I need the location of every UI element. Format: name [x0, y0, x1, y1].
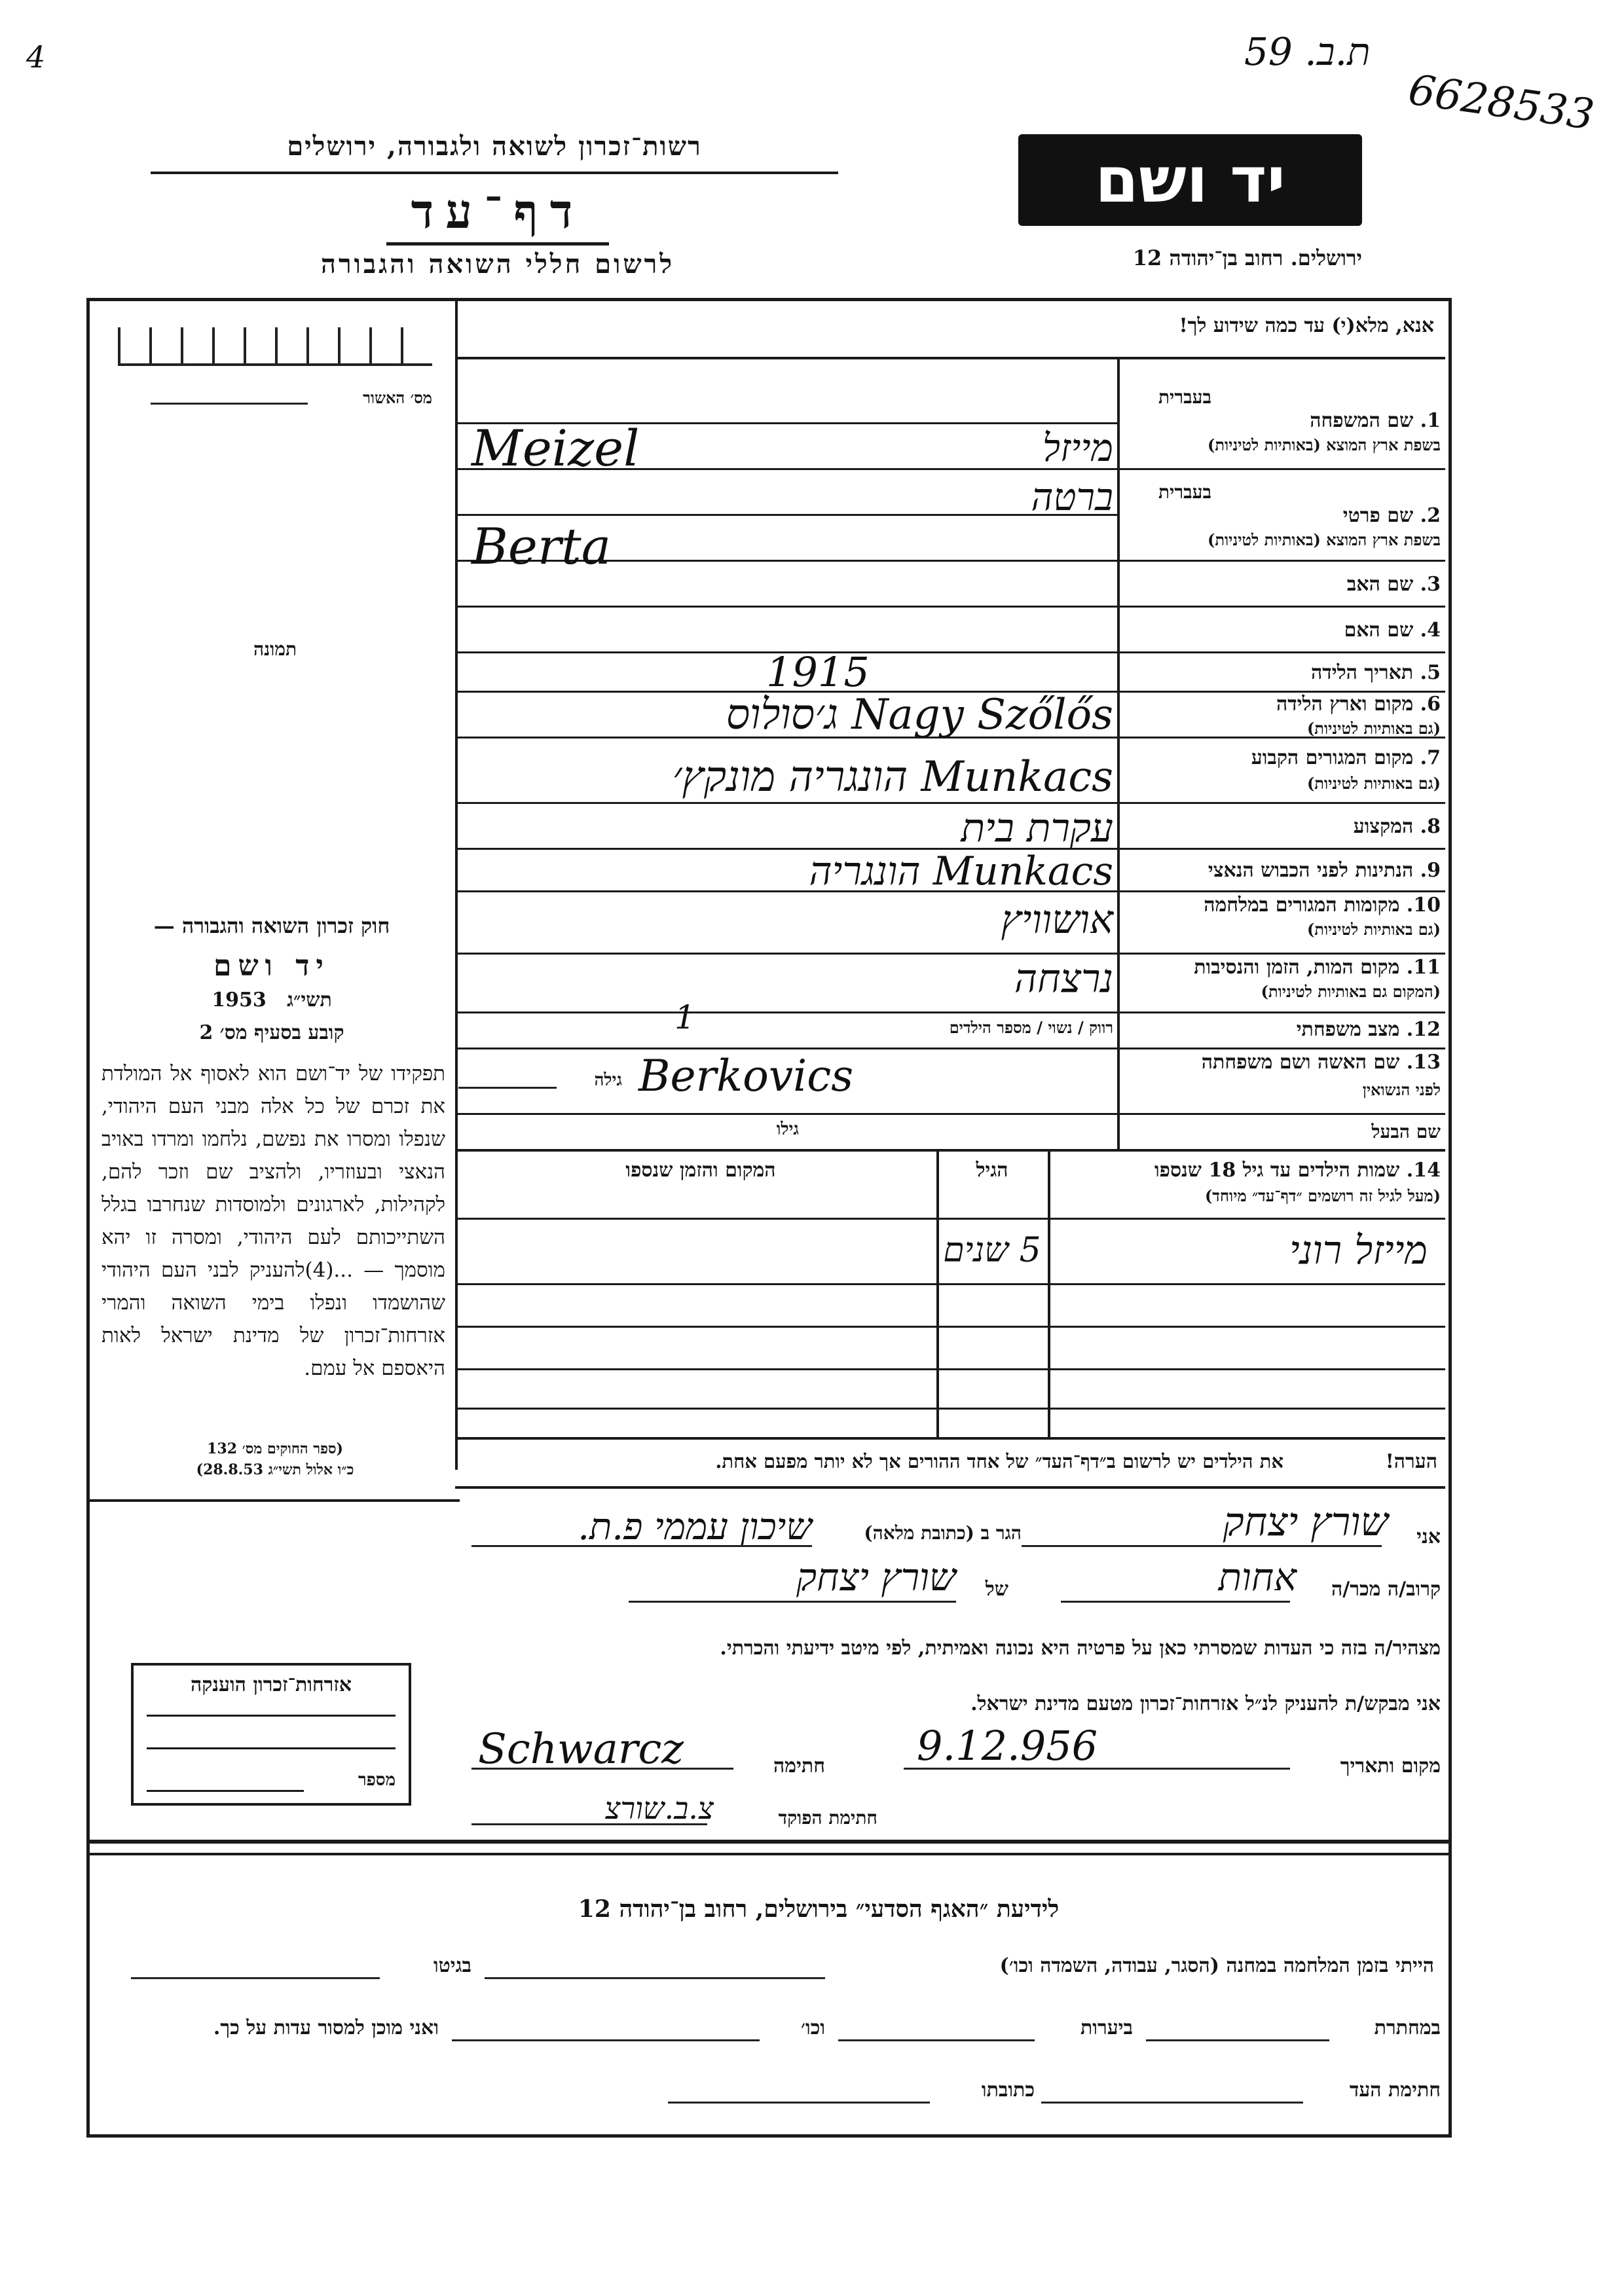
children-count-value: 1 [674, 998, 695, 1036]
hebrew-label-2: בעברית [1158, 481, 1211, 503]
children-age-header: הגיל [976, 1159, 1008, 1182]
husband-label: שם הבעל [1371, 1121, 1441, 1142]
approval-ticks [118, 327, 432, 366]
birth-place-value: Nagy Szőlős ג׳סולוס [726, 691, 1113, 739]
birth-date-label: 5. תאריך הלידה [1311, 661, 1441, 684]
death-place-sub: (המקום גם באותיות לטיניות) [1261, 982, 1441, 1001]
law-body: תפקידו של יד־ושם הוא לאסוף אל המולדת את זכרם של כל אלה מבני העם היהודי, שנפלו ומסרו את נפשם, נלחמו ומרדו באויב הנאצי ובעוזריו, ולהציב שם וזכר להם, לקהילות, לארגונים ולמוסדות שנחרבו בגלל השתייכותם לעם היהודי, ומסרה זו יהא מוסמך — ...(4)להעניק לבני העם היהודי שהושמדו ונפלו בימי השואה והמרי אזרחות־זכרון של מדינת ישראל לאות היאספם אל עמם. [101, 1062, 445, 1380]
husband-age-label: גילו [776, 1120, 799, 1139]
declarant-name-value: שורץ יצחק [1223, 1499, 1388, 1545]
law-clause: קובע בסעיף מס׳ 2 [199, 1021, 344, 1044]
footer-forests-label: ביערות [1080, 2016, 1133, 2039]
residing-label: הגר ב (כתובת מלאה) [864, 1522, 1022, 1544]
first-name-latin-label: בשפת ארץ המוצא (באותיות לטיניות) [1208, 530, 1441, 549]
signature-value: Schwarcz [478, 1725, 684, 1774]
authority-name: רשות־זכרון לשואה ולגבורה, ירושלים [287, 131, 702, 162]
approval-number-label: מס׳ האשור [363, 388, 432, 407]
marital-options: רווק / נשוי / מספר הילדים [949, 1018, 1113, 1037]
hebrew-label-1: בעברית [1158, 386, 1211, 408]
box-title: אזרחות־זכרון הוענקה [190, 1673, 352, 1696]
wartime-residence-value: אושוויץ [1001, 897, 1113, 943]
law-name: יד ושם [213, 949, 330, 983]
footer-underground-label: במחתרת [1374, 2016, 1441, 2039]
children-sub: (מעל לגיל זה רושמים ״דף־עד״ מיוחד) [1204, 1186, 1441, 1205]
relation-label: קרוב/ה מכר/ה [1331, 1578, 1441, 1601]
surname-latin-value: Meizel [471, 419, 640, 477]
request-text: אני מבקש/ת להעניק לנ״ל אזרחות־זכרון מטעם מדינת ישראל. [970, 1692, 1441, 1715]
footer-ghetto-label: בגיטו [433, 1954, 471, 1977]
footer-witness-signature-label: חתימת העד [1349, 2079, 1441, 2102]
box-number-label: מספר [358, 1770, 396, 1790]
official-signature-label: חתימת הפוקד [778, 1807, 877, 1829]
surname-hebrew-value: מייזל [1042, 426, 1113, 470]
children-place-header: המקום והזמן שנספו [625, 1159, 776, 1182]
surname-label: 1. שם המשפחה [1310, 409, 1441, 432]
law-year: 1953 [212, 989, 267, 1011]
wife-age-label: גילה [594, 1070, 622, 1090]
yad-vashem-logo: יד ושם [1018, 134, 1362, 226]
death-place-value: נרצחה [1014, 956, 1113, 1002]
photo-placeholder: תמונה [253, 638, 297, 660]
page-number: 4 [26, 39, 46, 75]
law-year-heb: תשי״ג [287, 989, 332, 1011]
footer-etc-label: וכו׳ [801, 2016, 825, 2039]
profession-label: 8. המקצוע [1353, 815, 1441, 838]
document-number: 6628533 [1405, 65, 1597, 140]
law-source-1: (ספר החוקים מס׳ 132 [207, 1440, 343, 1457]
birth-place-label: 6. מקום וארץ הלידה [1276, 693, 1441, 716]
relation-of-value: שורץ יצחק [796, 1555, 956, 1599]
birth-place-sub: (גם באותיות לטיניות) [1306, 719, 1441, 738]
maiden-name-sub: לפני הנשואין [1362, 1080, 1441, 1099]
surname-latin-label: בשפת ארץ המוצא (באותיות לטיניות) [1208, 435, 1441, 454]
official-signature-value: צ.ב.שורצ [604, 1791, 714, 1826]
statement-text: מצהיר/ה בזה כי העדות שמסרתי כאן על פרטיה היא נכונה ואמיתית, לפי מיטב ידיעתי והכרתי. [720, 1637, 1441, 1660]
date-value: 9.12.956 [917, 1722, 1098, 1770]
law-year-line [98, 989, 445, 1011]
footer-camp-label: הייתי בזמן המלחמה במחנה (הסגר, עבודה, השמדה וכו׳) [999, 1954, 1434, 1977]
residence-value: Munkacs הונגריה מונקץ׳ [672, 753, 1113, 801]
residence-label: 7. מקום המגורים הקבוע [1251, 746, 1441, 769]
relation-value: אחות [1218, 1555, 1297, 1599]
citizenship-label: 9. הנתינות לפני הכבוש הנאצי [1208, 859, 1441, 882]
footer-title: לידיעת ״האגף הסדעי״ בירושלים, רחוב בן־יהודה 12 [578, 1895, 1060, 1923]
citizenship-value: Munkacs הונגריה [809, 848, 1113, 894]
declarant-i-label: אני [1416, 1525, 1441, 1548]
child-age-value: 5 שנים [943, 1231, 1041, 1270]
place-date-label: מקום ותאריך [1340, 1755, 1441, 1777]
memorial-citizenship-box [131, 1663, 411, 1806]
law-source-2: כ״ו אלול תשי״ג 28.8.53) [196, 1461, 354, 1478]
maiden-name-value: Berkovics [638, 1051, 854, 1101]
signature-label: חתימה [773, 1755, 825, 1777]
first-name-hebrew-value: ברטה [1031, 475, 1113, 519]
residence-sub: (גם באותיות לטיניות) [1306, 774, 1441, 793]
father-name-label: 3. שם האב [1346, 573, 1441, 596]
form-subtitle: לרשום חללי השואה והגבורה [320, 249, 675, 280]
birth-date-value: 1915 [766, 648, 870, 696]
wartime-residence-label: 10. מקומות המגורים במלחמה [1204, 894, 1441, 917]
death-place-label: 11. מקום המות, הזמן והנסיבות [1194, 956, 1441, 979]
instructions: אנא, מלא(י) עד כמה שידוע לך! [1179, 314, 1434, 337]
note-label: הערה! [1385, 1450, 1437, 1473]
institution-address: ירושלים. רחוב בן־יהודה 12 [1132, 246, 1362, 270]
declarant-address-value: שיכון עממי פ.ת. [578, 1506, 812, 1548]
children-label: 14. שמות הילדים עד גיל 18 שנספו [1154, 1159, 1441, 1182]
of-label: של [985, 1578, 1008, 1601]
receipt-stamp: ת.ב. 59 [1244, 29, 1371, 74]
child-name-value: מייזל רוני [1289, 1228, 1428, 1273]
first-name-latin-value: Berta [471, 517, 612, 575]
first-name-label: 2. שם פרטי [1342, 504, 1441, 527]
maiden-name-label: 13. שם האשה ושם משפחתה [1201, 1051, 1441, 1074]
mother-name-label: 4. שם האם [1344, 619, 1441, 642]
law-title: חוק זכרון השואה והגבורה — [153, 913, 390, 938]
marital-status-label: 12. מצב משפחתי [1296, 1018, 1441, 1041]
footer-address-label: כתובתו [981, 2079, 1035, 2102]
form-title: דף־עד [411, 183, 585, 239]
footer-testimony-text: ואני מוכן למסור עדות על כך. [213, 2016, 439, 2039]
note-text: את הילדים יש לרשום ב״דף־העד״ של אחד ההורים אך לא יותר מפעם אחת. [715, 1450, 1283, 1472]
wartime-residence-sub: (גם באותיות לטיניות) [1306, 920, 1441, 939]
profession-value: עקרת בית [961, 805, 1113, 851]
